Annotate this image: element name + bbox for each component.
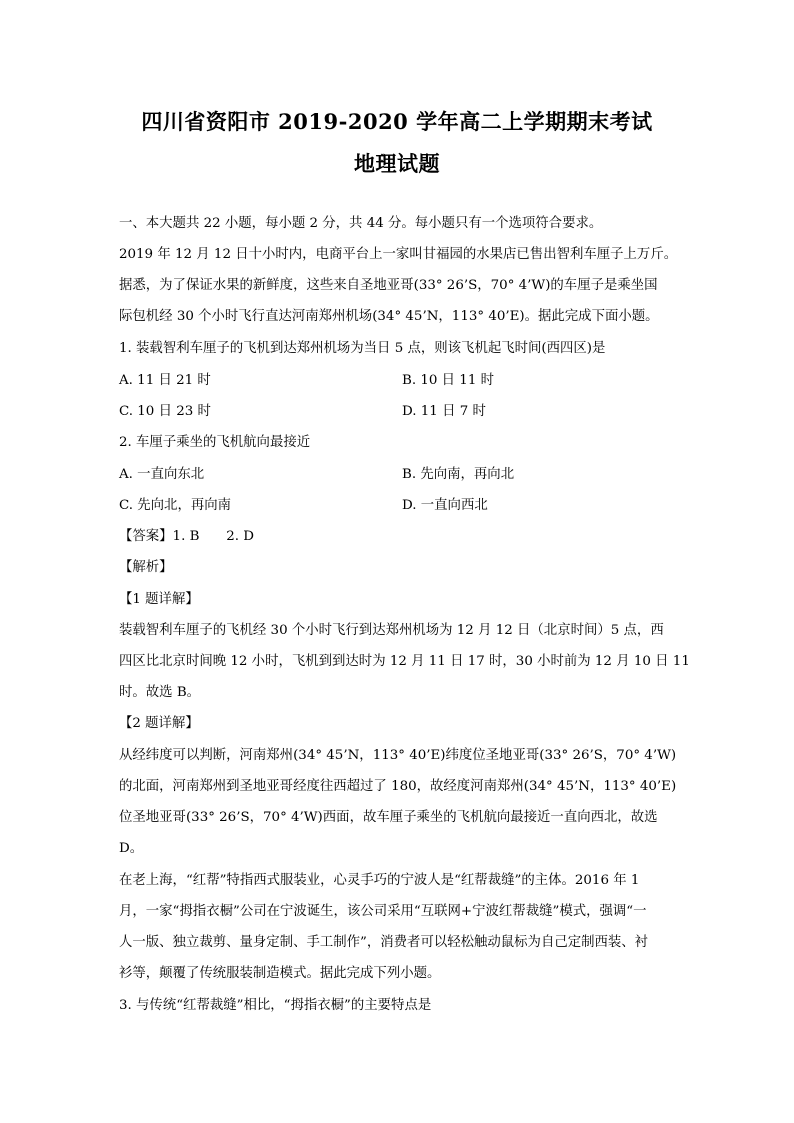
question-2-option-a: A. 一直向东北 xyxy=(119,467,205,482)
analysis-label: 【解析】 xyxy=(119,560,173,575)
question-1-option-d: D. 11 日 7 时 xyxy=(402,404,486,419)
passage-line: 际包机经 30 个小时飞行直达河南郑州机场(34° 45’N，113° 40’E)。据此完成下面小题。 xyxy=(119,309,659,324)
q1-analysis-heading: 【1 题详解】 xyxy=(119,592,199,607)
analysis-line: 位圣地亚哥(33° 26’S，70° 4’W)西面，故车厘子乘坐的飞机航向最接近一直向西北，故选 xyxy=(119,810,658,825)
analysis-line: 装载智利车厘子的飞机经 30 个小时飞行到达郑州机场为 12 月 12 日（北京时间）5 点，西 xyxy=(119,623,664,638)
passage-line: 月，一家“拇指衣橱”公司在宁波诞生，该公司采用“互联网+宁波红帮裁缝”模式，强调“一 xyxy=(119,904,647,919)
passage-line: 2019 年 12 月 12 日十小时内，电商平台上一家叫甘福园的水果店已售出智利车厘子上万斤。 xyxy=(119,247,678,262)
question-1-option-b: B. 10 日 11 时 xyxy=(402,373,494,388)
question-1-stem: 1. 装载智利车厘子的飞机到达郑州机场为当日 5 点，则该飞机起飞时间(西四区)是 xyxy=(119,341,606,356)
analysis-line: 时。故选 B。 xyxy=(119,685,201,700)
question-2-stem: 2. 车厘子乘坐的飞机航向最接近 xyxy=(119,435,311,450)
analysis-line: 从经纬度可以判断，河南郑州(34° 45’N，113° 40’E)纬度位圣地亚哥(33° 26’S，70° 4’W) xyxy=(119,748,677,763)
question-2-option-c: C. 先向北，再向南 xyxy=(119,498,232,513)
question-2-option-d: D. 一直向西北 xyxy=(402,498,488,513)
passage-line: 衫等，颠覆了传统服装制造模式。据此完成下列小题。 xyxy=(119,966,441,981)
question-3-stem: 3. 与传统“红帮裁缝”相比，“拇指衣橱”的主要特点是 xyxy=(119,998,432,1013)
page-title: 四川省资阳市 2019-2020 学年高二上学期期末考试 xyxy=(141,109,653,134)
passage-line: 在老上海，“红帮”特指西式服装业，心灵手巧的宁波人是“红帮裁缝”的主体。2016 年 1 xyxy=(119,873,640,888)
q2-analysis-heading: 【2 题详解】 xyxy=(119,716,199,731)
passage-line: 据悉，为了保证水果的新鲜度，这些来自圣地亚哥(33° 26’S，70° 4’W)的车厘子是乘坐国 xyxy=(119,278,658,293)
question-1-option-a: A. 11 日 21 时 xyxy=(119,373,211,388)
answer-label: 【答案】1. B 2. D xyxy=(119,529,254,544)
passage-line: 人一版、独立裁剪、量身定制、手工制作”，消费者可以轻松触动鼠标为自己定制西装、衬 xyxy=(119,935,649,950)
analysis-line: 的北面，河南郑州到圣地亚哥经度往西超过了 180，故经度河南郑州(34° 45’N，113° 40’E) xyxy=(119,779,677,794)
analysis-line: D。 xyxy=(119,841,144,856)
section-instruction: 一、本大题共 22 小题，每小题 2 分，共 44 分。每小题只有一个选项符合要求。 xyxy=(119,216,603,231)
analysis-line: 四区比北京时间晚 12 小时，飞机到到达时为 12 月 11 日 17 时，30 小时前为 12 月 10 日 11 xyxy=(119,654,690,669)
question-2-option-b: B. 先向南，再向北 xyxy=(402,467,515,482)
page-subtitle: 地理试题 xyxy=(354,151,440,176)
question-1-option-c: C. 10 日 23 时 xyxy=(119,404,211,419)
